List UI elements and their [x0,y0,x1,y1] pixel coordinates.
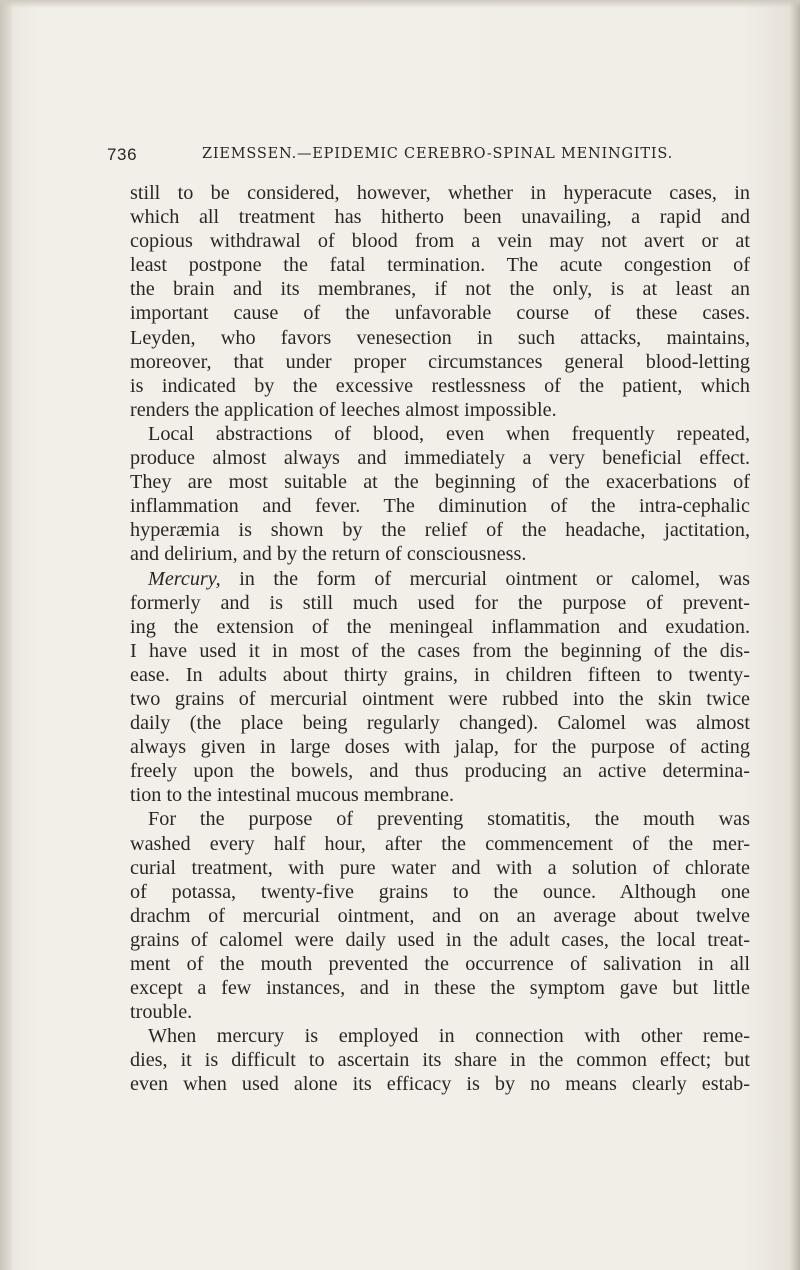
text-line: drachm of mercurial ointment, and on an average about twelve [130,904,750,927]
text-line: ment of the mouth prevented the occurrence of salivation in all [130,953,750,975]
page-right-edge [790,0,800,1270]
text-line: I have used it in most of the cases from the beginning of the dis- [130,639,750,662]
text-line: ease. In adults about thirty grains, in children fifteen to twenty- [130,663,750,686]
text-line: inflammation and fever. The diminution of the intra-cephalic [130,495,750,518]
text-line: freely upon the bowels, and thus producing an active determina- [130,760,750,783]
text-line: important cause of the unfavorable course of these cases. [130,302,750,325]
paragraph-start-line [130,567,750,591]
text-line: washed every half hour, after the commencement of the mer- [130,832,750,855]
page-left-edge [0,0,12,1270]
body-text [130,181,750,1097]
text-line: hyperæmia is shown by the relief of the headache, jactitation, [130,519,750,542]
running-header [107,145,747,167]
text-line: produce almost always and immediately a very beneficial effect. [130,447,750,470]
running-title: ZIEMSSEN.—EPIDEMIC CEREBRO-SPINAL MENINGITIS. [202,146,674,162]
text-line: two grains of mercurial ointment were rubbed into the skin twice [130,687,750,710]
text-line: renders the application of leeches almost impossible. [130,398,557,421]
text-line: grains of calomel were daily used in the adult cases, the local treat- [130,928,750,951]
text-line: is indicated by the excessive restlessness of the patient, which [130,374,750,397]
text-line: which all treatment has hitherto been unavailing, a rapid and [130,206,750,229]
text-line: moreover, that under proper circumstances general blood-letting [130,350,750,373]
text-line: formerly and is still much used for the purpose of prevent- [130,591,750,614]
text-line: tion to the intestinal mucous membrane. [130,784,455,807]
text-line: ing the extension of the meningeal inflammation and exudation. [130,615,750,638]
paragraph-start-line: Local abstractions of blood, even when frequently repeated, [148,422,750,445]
text-line: Leyden, who favors venesection in such attacks, maintains, [130,326,750,349]
text-line: dies, it is difficult to ascertain its share in the common effect; but [130,1049,750,1072]
text-line: and delirium, and by the return of consciousness. [130,543,527,566]
text-line: of potassa, twenty-five grains to the ounce. Although one [130,880,750,903]
text-line: trouble. [130,1001,193,1024]
paragraph-start-line: When mercury is employed in connection with other reme- [148,1025,750,1048]
mercury-italic: Mercury, [148,567,221,590]
text-line: daily (the place being regularly changed). Calomel was almost [130,712,750,735]
text-line: always given in large doses with jalap, for the purpose of acting [130,736,750,759]
paragraph-start-line: For the purpose of preventing stomatitis, the mouth was [148,808,750,831]
text-line: curial treatment, with pure water and with a solution of chlorate [130,856,750,879]
text-line: even when used alone its efficacy is by no means clearly estab- [130,1073,750,1096]
text-line: except a few instances, and in these the symptom gave but little [130,977,750,1000]
page-number: 736 [107,145,138,164]
text-line: copious withdrawal of blood from a vein may not avert or at [130,230,750,253]
page-top-edge [0,0,800,8]
text-line: They are most suitable at the beginning of the exacerbations of [130,471,750,494]
text-line: still to be considered, however, whether in hyperacute cases, in [130,182,750,204]
text-line: least postpone the fatal termination. The acute congestion of [130,254,750,277]
text-line: the brain and its membranes, if not the only, is at least an [130,278,750,301]
mercury-line-rest: in the form of mercurial ointment or calomel, was [239,567,750,590]
